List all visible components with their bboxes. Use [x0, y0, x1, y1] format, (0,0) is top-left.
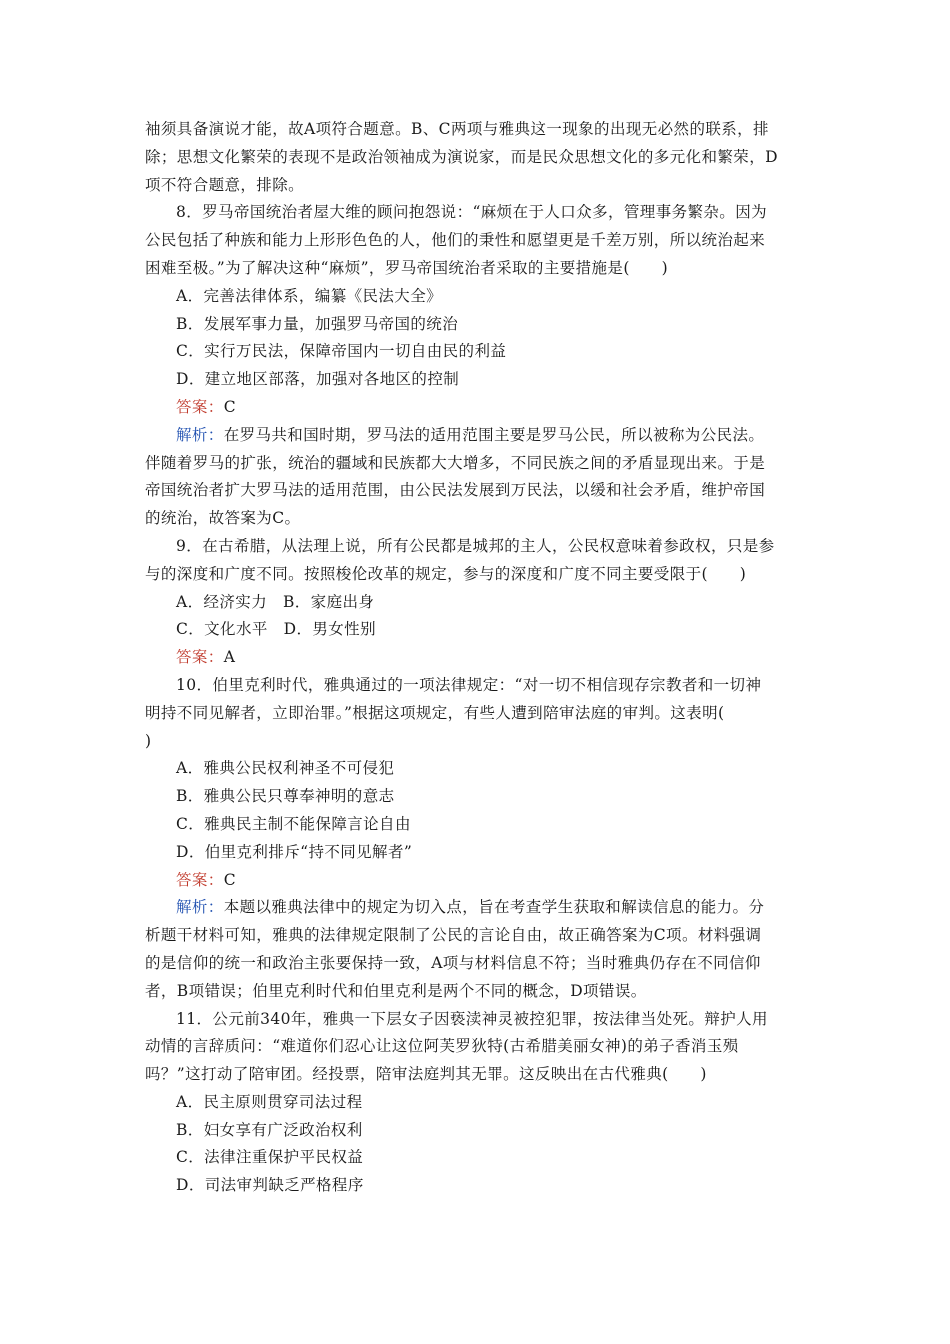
q10-stem-line: ) — [145, 731, 152, 750]
answer-value: A — [223, 648, 236, 667]
q8-stem-line: 困难至极。”为了解决这种“麻烦”，罗马帝国统治者采取的主要措施是( ) — [145, 258, 669, 277]
q11-option-d: D．司法审判缺乏严格程序 — [176, 1176, 364, 1195]
analysis-text: 本题以雅典法律中的规定为切入点，旨在考查学生获取和解读信息的能力。分 — [223, 898, 765, 917]
q10-stem-line: 明持不同见解者，立即治罪。”根据这项规定，有些人遭到陪审法庭的审判。这表明( — [145, 703, 725, 722]
q8-stem-line: 公民包括了种族和能力上形形色色的人，他们的秉性和愿望更是千差万别，所以统治起来 — [145, 231, 766, 250]
analysis-text: 在罗马共和国时期，罗马法的适用范围主要是罗马公民，所以被称为公民法。 — [223, 425, 765, 444]
answer-label: 答案： — [176, 397, 224, 416]
q8-analysis-line — [145, 422, 809, 450]
q10-stem-line: 10．伯里克利时代，雅典通过的一项法律规定：“对一切不相信现存宗教者和一切神 — [176, 675, 762, 694]
q9-stem-line: 与的深度和广度不同。按照梭伦改革的规定，参与的深度和广度不同主要受限于( ) — [145, 564, 747, 583]
q10-analysis-line — [145, 894, 809, 922]
q11-stem-line: 11．公元前340年，雅典一下层女子因亵渎神灵被控犯罪，按法律当处死。辩护人用 — [176, 1009, 768, 1028]
q10-analysis-line: 者，B项错误；伯里克利时代和伯里克利是两个不同的概念，D项错误。 — [145, 981, 647, 1000]
answer-label: 答案： — [176, 648, 224, 667]
q10-answer — [145, 867, 809, 895]
q8-analysis-line: 伴随着罗马的扩张，统治的疆域和民族都大大增多，不同民族之间的矛盾显现出来。于是 — [145, 453, 766, 472]
q9-answer — [145, 644, 809, 672]
q10-option-d: D．伯里克利排斥“持不同见解者” — [176, 842, 413, 861]
q8-option-b: B．发展军事力量，加强罗马帝国的统治 — [176, 314, 459, 333]
prev-analysis-line: 除；思想文化繁荣的表现不是政治领袖成为演说家，而是民众思想文化的多元化和繁荣，D — [145, 147, 778, 166]
q9-options-cd: C．文化水平 D．男女性别 — [176, 620, 376, 639]
q9-options-ab: A．经济实力 B．家庭出身 — [176, 592, 375, 611]
q8-stem-line: 8．罗马帝国统治者屋大维的顾问抱怨说：“麻烦在于人口众多，管理事务繁杂。因为 — [176, 203, 767, 222]
analysis-label: 解析： — [176, 898, 224, 917]
q11-stem-line: 动情的言辞质问：“难道你们忍心让这位阿芙罗狄特(古希腊美丽女神)的弟子香消玉殒 — [145, 1037, 739, 1056]
q10-analysis-line: 析题干材料可知，雅典的法律规定限制了公民的言论自由，故正确答案为C项。材料强调 — [145, 926, 762, 945]
q10-option-b: B．雅典公民只尊奉神明的意志 — [176, 787, 395, 806]
q9-stem-line: 9．在古希腊，从法理上说，所有公民都是城邦的主人，公民权意味着参政权，只是参 — [176, 536, 775, 555]
q8-option-a: A．完善法律体系，编纂《民法大全》 — [176, 286, 442, 305]
q10-analysis-line: 的是信仰的统一和政治主张要保持一致，A项与材料信息不符；当时雅典仍存在不同信仰 — [145, 953, 761, 972]
q11-option-b: B．妇女享有广泛政治权利 — [176, 1120, 363, 1139]
q10-option-a: A．雅典公民权利神圣不可侵犯 — [176, 759, 395, 778]
answer-value: C — [223, 870, 236, 889]
q8-analysis-line: 帝国统治者扩大罗马法的适用范围，由公民法发展到万民法，以缓和社会矛盾，维护帝国 — [145, 481, 766, 500]
prev-analysis-line: 项不符合题意，排除。 — [145, 175, 305, 194]
q8-answer — [145, 394, 809, 422]
q8-option-c: C．实行万民法，保障帝国内一切自由民的利益 — [176, 342, 507, 361]
q8-option-d: D．建立地区部落，加强对各地区的控制 — [176, 370, 460, 389]
analysis-label: 解析： — [176, 425, 224, 444]
q11-stem-line: 吗？”这打动了陪审团。经投票，陪审法庭判其无罪。这反映出在古代雅典( ) — [145, 1065, 707, 1084]
q11-option-a: A．民主原则贯穿司法过程 — [176, 1092, 363, 1111]
answer-label: 答案： — [176, 870, 224, 889]
prev-analysis-line: 袖须具备演说才能，故A项符合题意。B、C两项与雅典这一现象的出现无必然的联系，排 — [145, 120, 769, 138]
answer-value: C — [223, 397, 236, 416]
q8-analysis-line: 的统治，故答案为C。 — [145, 509, 301, 528]
q10-option-c: C．雅典民主制不能保障言论自由 — [176, 814, 411, 833]
q11-option-c: C．法律注重保护平民权益 — [176, 1148, 364, 1167]
document-page — [145, 116, 809, 1200]
